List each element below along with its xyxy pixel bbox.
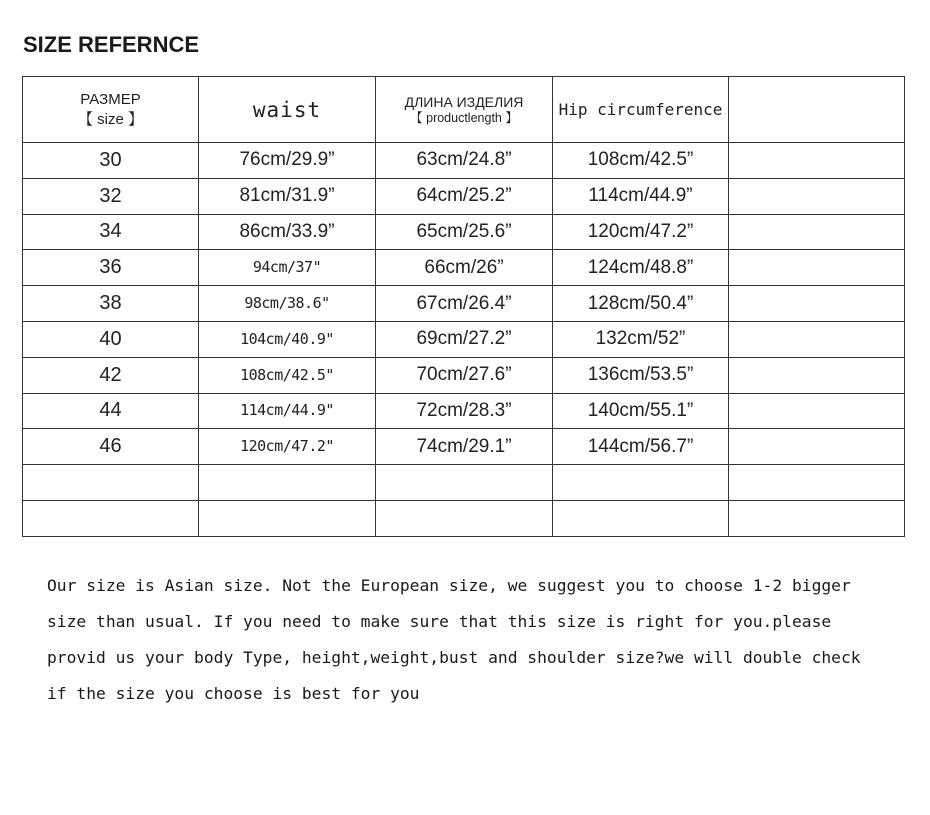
- header-hip: [553, 77, 729, 143]
- header-length-line1: ДЛИНА ИЗДЕЛИЯ: [404, 93, 524, 110]
- size-note: [47, 568, 917, 712]
- table-row: [23, 286, 905, 322]
- cell-waist: 120cm/47.2": [240, 437, 334, 456]
- table-row-empty: [23, 500, 905, 536]
- header-hip-label: Hip circumference: [558, 99, 723, 119]
- header-size-line2: 【 size 】: [77, 110, 143, 128]
- cell-waist: 104cm/40.9": [240, 329, 334, 348]
- cell-hip: 128cm/50.4”: [587, 292, 694, 314]
- cell-size: 42: [99, 363, 122, 386]
- cell-length: 64cm/25.2”: [416, 185, 512, 207]
- cell-waist: 98cm/38.6": [244, 294, 330, 313]
- header-waist-label: waist: [252, 97, 322, 122]
- header-extra: [729, 77, 905, 143]
- table-row: [23, 321, 905, 357]
- header-waist: [199, 77, 376, 143]
- cell-waist: 86cm/33.9”: [239, 220, 335, 242]
- cell-length: 67cm/26.4”: [416, 292, 512, 314]
- table-header-row: [23, 77, 905, 143]
- cell-length: 72cm/28.3”: [416, 399, 512, 421]
- header-length: [376, 77, 553, 143]
- cell-waist: 108cm/42.5": [240, 365, 334, 384]
- cell-size: 30: [99, 148, 122, 171]
- cell-hip: 140cm/55.1”: [587, 399, 694, 421]
- table-row: [23, 250, 905, 286]
- header-size: [23, 77, 199, 143]
- cell-waist: 94cm/37": [252, 258, 322, 277]
- size-chart-table: [22, 76, 905, 537]
- cell-length: 66cm/26”: [424, 256, 504, 278]
- cell-size: 36: [99, 256, 122, 279]
- cell-size: 46: [99, 435, 122, 458]
- cell-waist: 114cm/44.9": [240, 401, 334, 420]
- cell-hip: 114cm/44.9”: [588, 185, 693, 207]
- cell-length: 69cm/27.2”: [416, 328, 512, 350]
- cell-size: 40: [99, 327, 122, 350]
- cell-hip: 136cm/53.5”: [587, 364, 694, 386]
- table-row: [23, 214, 905, 250]
- cell-size: 34: [99, 220, 122, 243]
- note-line: if the size you choose is best for you: [47, 684, 420, 703]
- note-line: Our size is Asian size. Not the European size, we suggest you to choose 1-2 bigger: [47, 576, 851, 595]
- table-row: [23, 178, 905, 214]
- cell-length: 63cm/24.8”: [416, 149, 512, 171]
- header-size-line1: РАЗМЕР: [80, 90, 141, 108]
- table-row: [23, 143, 905, 179]
- note-line: size than usual. If you need to make sure that this size is right for you.please: [47, 612, 832, 631]
- cell-hip: 108cm/42.5”: [587, 149, 694, 171]
- table-row: [23, 429, 905, 465]
- cell-size: 32: [99, 184, 122, 207]
- cell-length: 70cm/27.6”: [416, 364, 512, 386]
- note-line: provid us your body Type, height,weight,bust and shoulder size?we will double check: [47, 648, 861, 667]
- cell-waist: 81cm/31.9”: [239, 185, 335, 207]
- table-row: [23, 393, 905, 429]
- cell-length: 65cm/25.6”: [416, 220, 512, 242]
- cell-size: 44: [99, 399, 122, 422]
- cell-length: 74cm/29.1”: [416, 435, 512, 457]
- table-row-empty: [23, 465, 905, 501]
- cell-hip: 144cm/56.7”: [587, 435, 694, 457]
- header-length-line2: 【 productlength 】: [410, 110, 518, 125]
- cell-hip: 124cm/48.8”: [587, 256, 694, 278]
- cell-waist: 76cm/29.9”: [239, 149, 335, 171]
- page-title: SIZE REFERNCE: [23, 32, 200, 57]
- cell-size: 38: [99, 292, 122, 315]
- cell-hip: 120cm/47.2”: [587, 220, 694, 242]
- table-row: [23, 357, 905, 393]
- cell-hip: 132cm/52”: [595, 328, 686, 350]
